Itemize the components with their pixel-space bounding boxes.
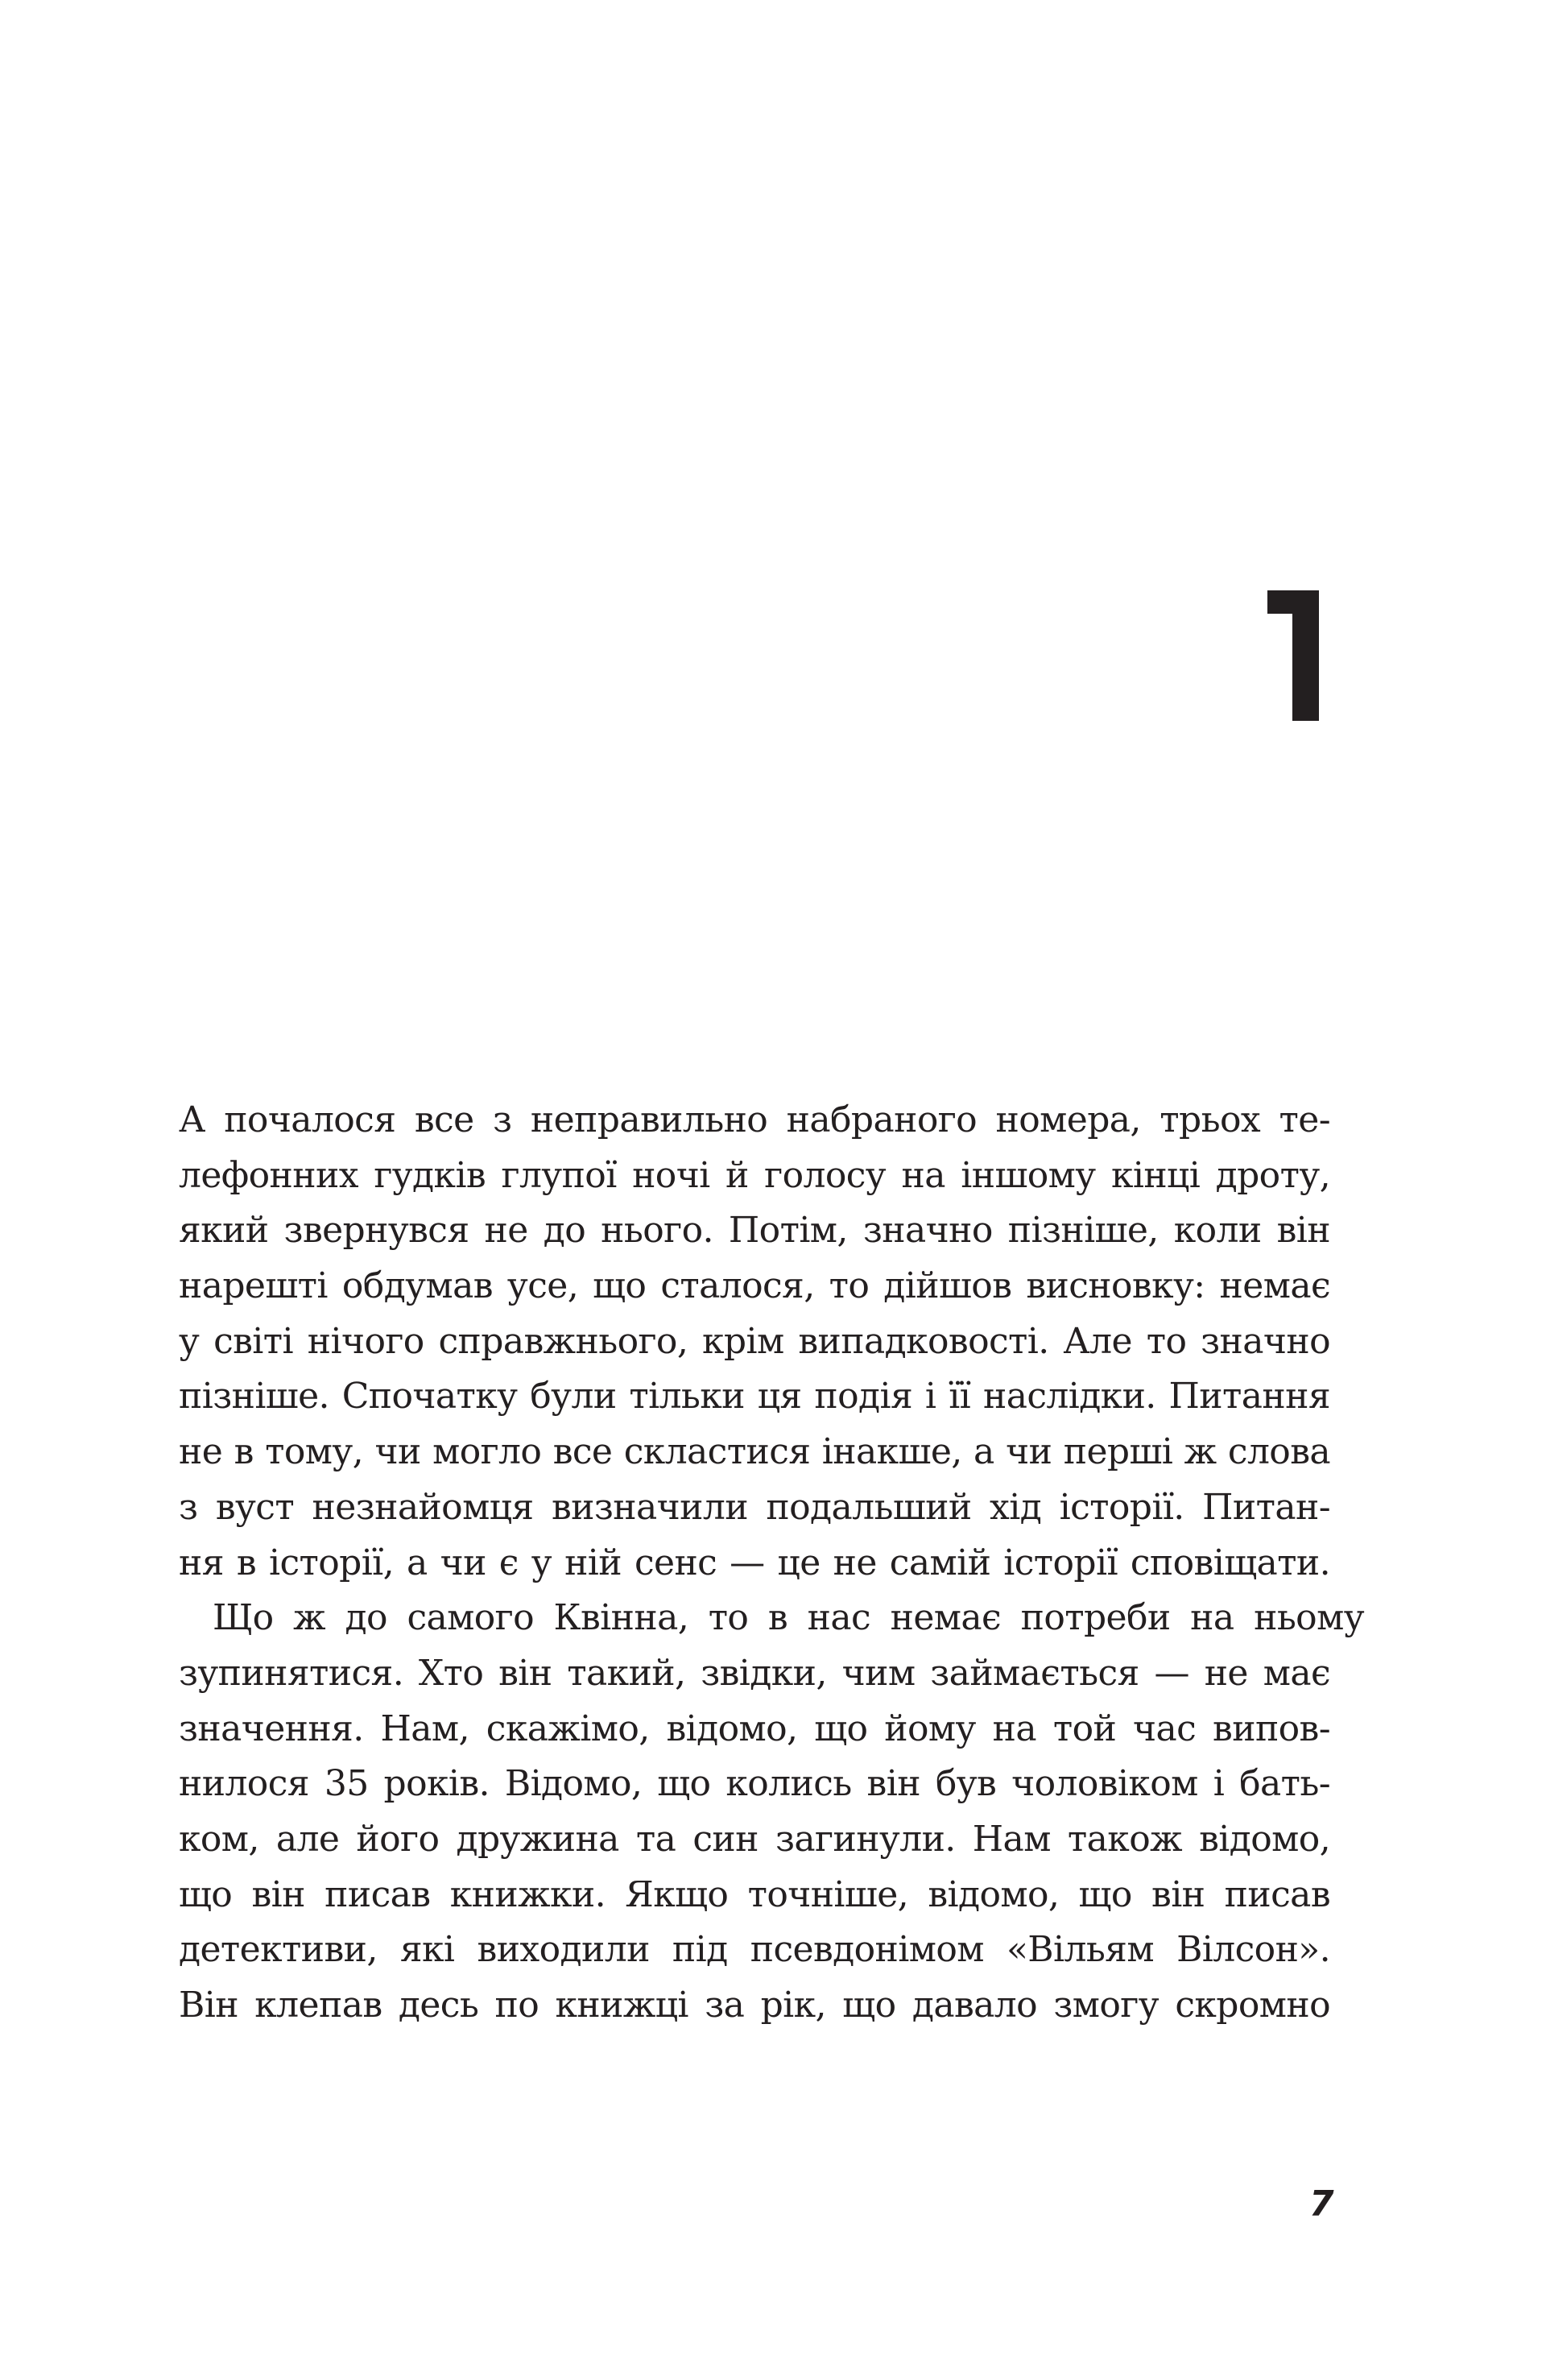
chapter-numeral-glyph (1266, 590, 1321, 721)
body-text (179, 1093, 1364, 2034)
page-number: 7 (1309, 2183, 1334, 2225)
text-line: А почалося все з неправильно набраного номера, трьох те- (179, 1099, 1330, 1140)
text-line: зупинятися. Хто він такий, звідки, чим займається — не має (179, 1652, 1330, 1694)
text-line: ня в історії, а чи є у ній сенс — це не самій історії сповіщати. (179, 1542, 1330, 1583)
text-line: нарешті обдумав усе, що сталося, то дійшов висновку: немає (179, 1265, 1330, 1307)
text-line-indented: Що ж до самого Квінна, то в нас немає потреби на ньому (213, 1597, 1364, 1639)
text-line: який звернувся не до нього. Потім, значно пізніше, коли він (179, 1210, 1330, 1252)
text-line: значення. Нам, скажімо, відомо, що йому на той час випов- (179, 1707, 1330, 1749)
text-line: у світі нічого справжнього, крім випадковості. Але то значно (179, 1320, 1330, 1362)
text-line: з вуст незнайомця визначили подальший хід історії. Питан- (179, 1486, 1330, 1528)
text-line: нилося 35 років. Відомо, що колись він був чоловіком і бать- (179, 1763, 1330, 1805)
text-line: детективи, які виходили під псевдонімом «Вільям Вілсон». (179, 1929, 1330, 1971)
text-line: не в тому, чи могло все скластися інакше, а чи перші ж слова (179, 1431, 1330, 1473)
text-line: ком, але його дружина та син загинули. Нам також відомо, (179, 1818, 1330, 1860)
text-line: пізніше. Спочатку були тільки ця подія і її наслідки. Питання (179, 1376, 1330, 1418)
paragraph-1 (179, 1093, 1330, 1591)
chapter-number-text (1266, 721, 1267, 722)
chapter-number (1266, 590, 1321, 721)
paragraph-2 (179, 1591, 1364, 2034)
text-line: Він клепав десь по книжці за рік, що давало змогу скромно (179, 1985, 1330, 2026)
text-line: лефонних гудків глупої ночі й голосу на іншому кінці дроту, (179, 1154, 1330, 1196)
text-line: що він писав книжки. Якщо точніше, відомо, що він писав (179, 1873, 1330, 1915)
